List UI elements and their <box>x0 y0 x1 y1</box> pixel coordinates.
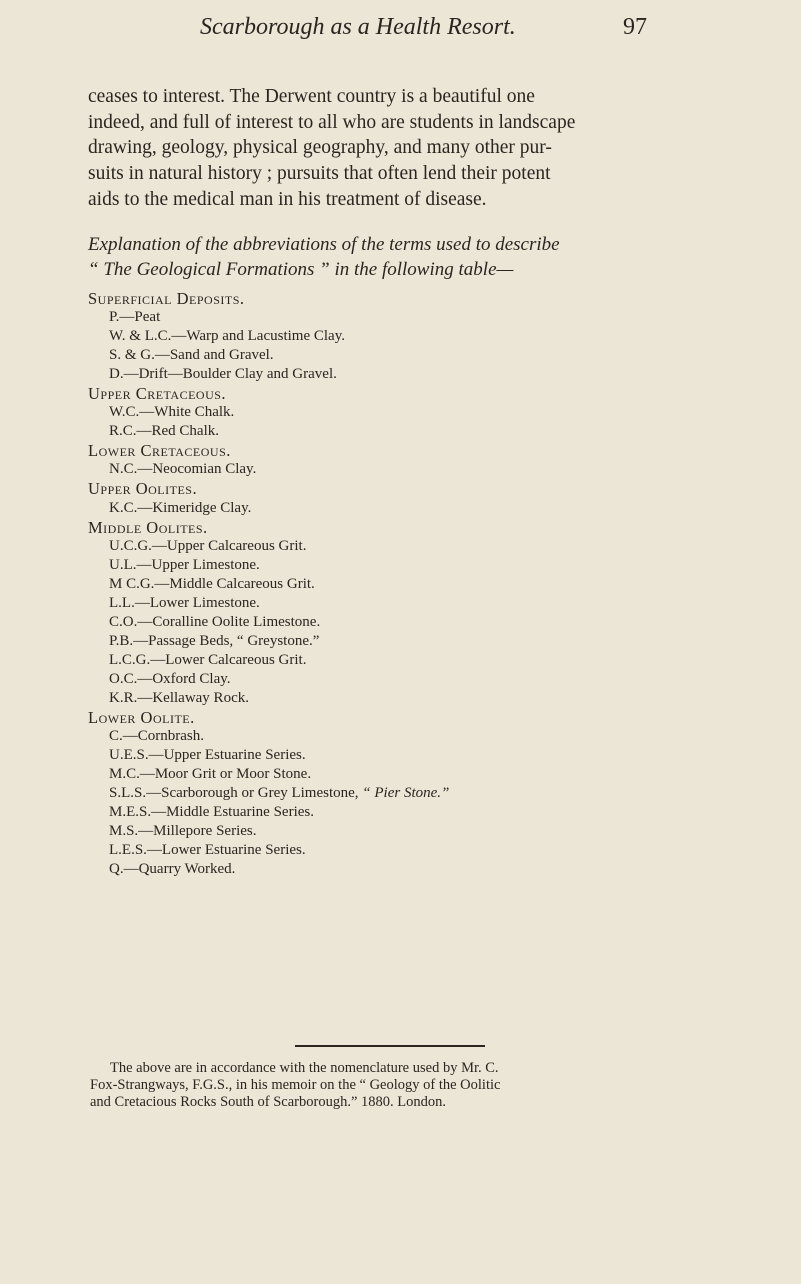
legend-entry: S. & G.—Sand and Gravel. <box>109 347 274 364</box>
section-upper-cretaceous <box>88 384 708 441</box>
footnote <box>90 1060 710 1111</box>
legend-entry: K.C.—Kimeridge Clay. <box>109 499 252 516</box>
section-title: Middle Oolites. <box>88 517 208 537</box>
legend-entry: K.R.—Kellaway Rock. <box>109 689 249 706</box>
caption-line: Explanation of the abbreviations of the terms used to describe <box>88 234 560 255</box>
legend-entry: P.—Peat <box>109 309 161 326</box>
section-title: Lower Cretaceous. <box>88 441 231 461</box>
legend-entry: L.L.—Lower Limestone. <box>109 594 260 611</box>
intro-line: aids to the medical man in his treatment of disease. <box>88 188 487 210</box>
legend-entry: P.B.—Passage Beds, “ Greystone.” <box>109 632 320 649</box>
abbreviation-legend <box>88 289 708 879</box>
section-middle-oolites <box>88 518 708 708</box>
page-number: 97 <box>623 14 647 40</box>
legend-entry: U.L.—Upper Limestone. <box>109 556 260 573</box>
running-title: Scarborough as a Health Resort. <box>200 14 516 40</box>
pier-stone-note: “ Pier Stone.” <box>362 785 450 802</box>
legend-entry: O.C.—Oxford Clay. <box>109 670 231 687</box>
legend-entry: C.—Cornbrash. <box>109 728 204 745</box>
section-superficial-deposits <box>88 289 708 384</box>
intro-line: suits in natural history ; pursuits that often lend their potent <box>88 163 551 185</box>
legend-entry: W. & L.C.—Warp and Lacustime Clay. <box>109 328 345 345</box>
footnote-line: The above are in accordance with the nomenclature used by Mr. C. <box>110 1060 499 1076</box>
section-upper-oolites <box>88 479 708 517</box>
section-divider <box>295 1045 485 1047</box>
footnote-line: Fox-Strangways, F.G.S., in his memoir on the “ Geology of the Oolitic <box>90 1077 501 1093</box>
legend-entry: D.—Drift—Boulder Clay and Gravel. <box>109 366 337 383</box>
intro-line: ceases to interest. The Derwent country is a beautiful one <box>88 86 535 107</box>
footnote-line: and Cretacious Rocks South of Scarborough.” 1880. London. <box>90 1094 447 1110</box>
legend-entry: W.C.—White Chalk. <box>109 404 235 421</box>
intro-line: drawing, geology, physical geography, and many other pur- <box>88 137 552 159</box>
legend-entry: M.E.S.—Middle Estuarine Series. <box>109 804 314 821</box>
section-lower-cretaceous <box>88 441 708 479</box>
legend-entry: N.C.—Neocomian Clay. <box>109 461 257 478</box>
legend-entry: L.E.S.—Lower Estuarine Series. <box>109 842 306 859</box>
section-lower-oolite <box>88 708 708 879</box>
legend-entry: M.S.—Millepore Series. <box>109 823 257 840</box>
legend-entry: R.C.—Red Chalk. <box>109 423 220 440</box>
legend-entry-with-italic <box>88 784 708 803</box>
legend-entry-text: S.L.S.—Scarborough or Grey Limestone, <box>109 785 359 802</box>
legend-entry: U.C.G.—Upper Calcareous Grit. <box>109 537 307 554</box>
intro-paragraph <box>88 84 698 213</box>
legend-entry: Q.—Quarry Worked. <box>109 861 236 878</box>
legend-entry: C.O.—Coralline Oolite Limestone. <box>109 613 321 630</box>
section-title: Superficial Deposits. <box>88 289 245 308</box>
intro-line: indeed, and full of interest to all who are students in landscape <box>88 111 576 133</box>
legend-entry: L.C.G.—Lower Calcareous Grit. <box>109 651 307 668</box>
table-caption <box>88 232 698 282</box>
section-title: Upper Cretaceous. <box>88 384 227 404</box>
page-header <box>0 14 801 46</box>
legend-entry: M.C.—Moor Grit or Moor Stone. <box>109 766 312 783</box>
legend-entry: U.E.S.—Upper Estuarine Series. <box>109 747 306 764</box>
caption-line: “ The Geological Formations ” in the following table— <box>88 259 514 280</box>
section-title: Upper Oolites. <box>88 479 198 499</box>
section-title: Lower Oolite. <box>88 708 195 728</box>
legend-entry: M C.G.—Middle Calcareous Grit. <box>109 575 315 592</box>
